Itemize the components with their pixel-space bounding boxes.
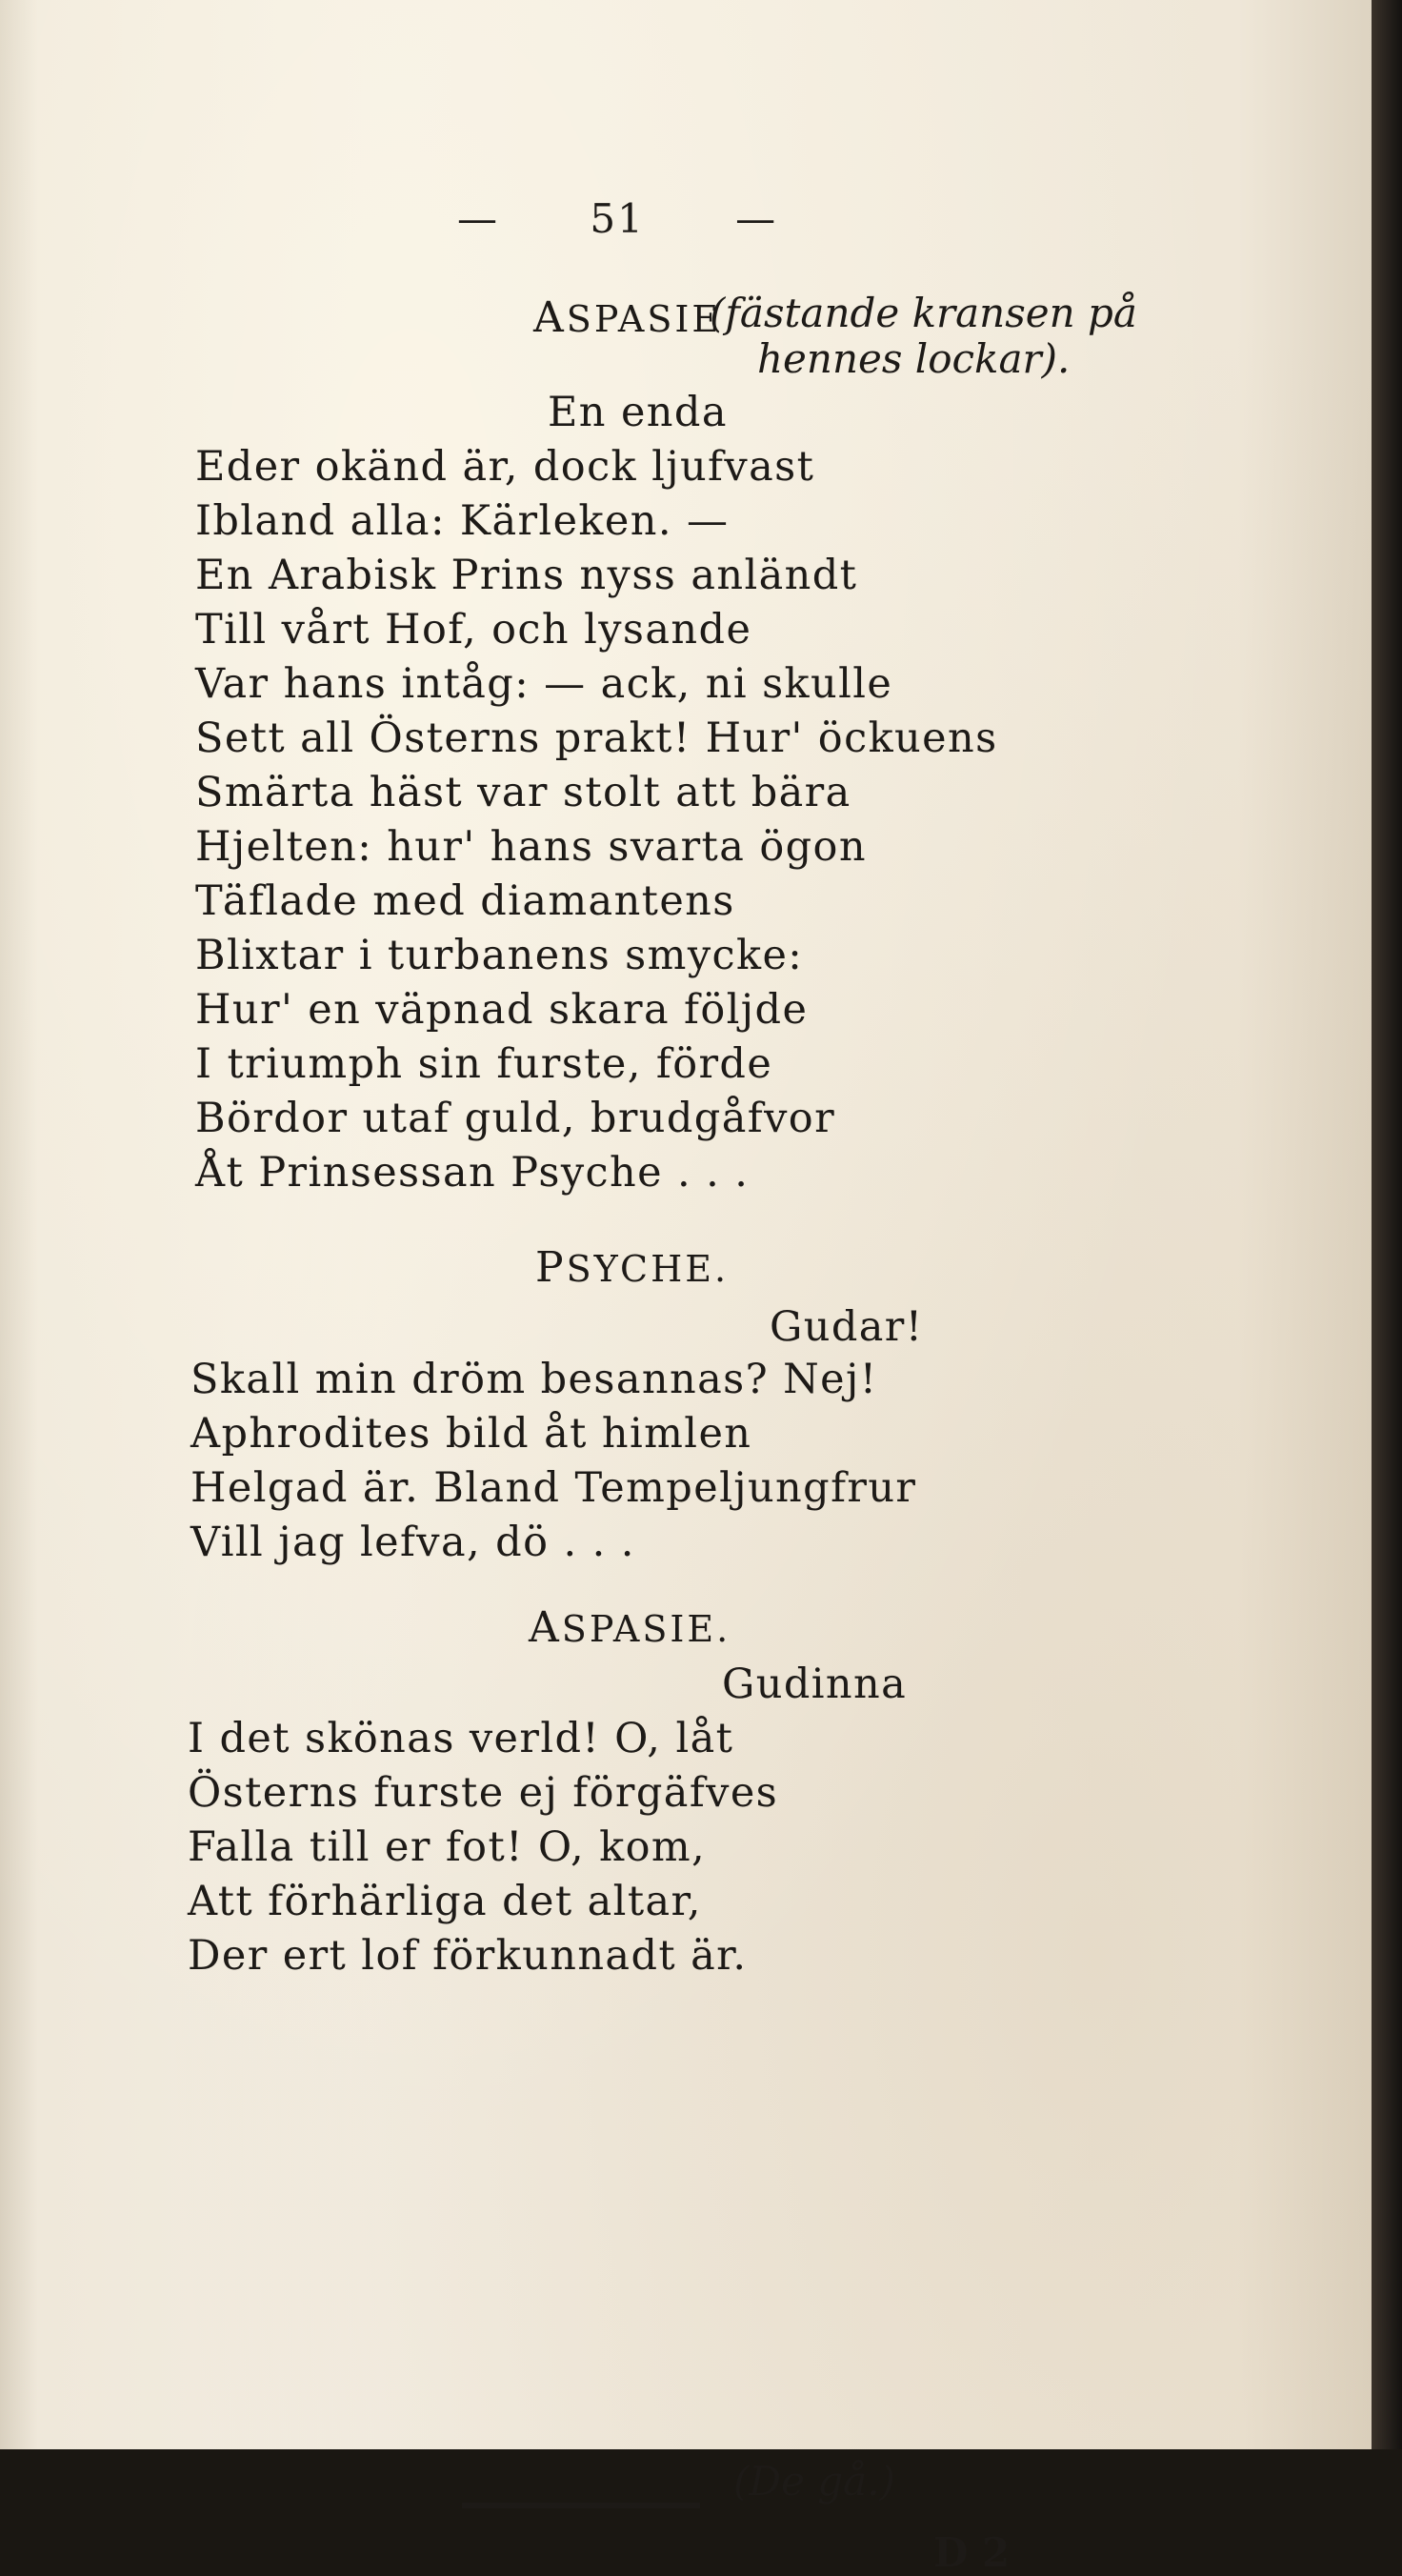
header-dash-left: — xyxy=(457,195,499,242)
verse-line: En Arabisk Prins nyss anländt xyxy=(195,552,858,599)
verse-line: Smärta häst var stolt att bära xyxy=(195,769,851,816)
verse-lead: Gudinna xyxy=(722,1660,908,1708)
speaker-initial: A xyxy=(529,1603,562,1652)
speaker-initial: A xyxy=(533,293,567,342)
verse-line: Der ert lof förkunnadt är. xyxy=(188,1932,748,1980)
stage-direction-line2: hennes lockar). xyxy=(757,335,1071,382)
speaker-psyche xyxy=(535,1243,729,1292)
verse-line: Skall min dröm besannas? Nej! xyxy=(190,1356,878,1403)
verse-block-2 xyxy=(190,1353,916,1570)
verse-line: Blixtar i turbanens smycke: xyxy=(195,932,804,979)
book-edge xyxy=(1372,0,1402,2449)
speaker-rest: SPASIE. xyxy=(561,1608,731,1650)
verse-line: Var hans intåg: — ack, ni skulle xyxy=(195,660,893,708)
verse-line: Vill jag lefva, dö . . . xyxy=(190,1519,635,1566)
speaker-rest: SPASIE xyxy=(566,298,722,340)
verse-line: Åt Prinsessan Psyche . . . xyxy=(195,1149,750,1197)
verse-line: Att förhärliga det altar, xyxy=(188,1878,702,1925)
speaker-initial: P xyxy=(535,1243,567,1292)
speaker-aspasie xyxy=(533,293,721,342)
stage-direction-line1: (fästande kransen på xyxy=(710,290,1137,336)
verse-line: Hur' en väpnad skara följde xyxy=(195,986,809,1034)
verse-line: Täflade med diamantens xyxy=(195,877,735,925)
verse-line: I triumph sin furste, förde xyxy=(195,1040,773,1088)
end-rule xyxy=(462,2503,700,2508)
verse-block-3 xyxy=(188,1712,778,1983)
verse-line: Helgad är. Bland Tempeljungfrur xyxy=(190,1464,917,1512)
page-number: 51 xyxy=(590,195,645,242)
verse-line: Sett all Österns prakt! Hur' öckuens xyxy=(195,714,998,762)
verse-line: Bördor utaf guld, brudgåfvor xyxy=(195,1095,836,1142)
verse-line: Aphrodites bild åt himlen xyxy=(190,1410,752,1458)
verse-line: Till vårt Hof, och lysande xyxy=(195,606,752,654)
running-header xyxy=(457,195,777,242)
verse-block-1 xyxy=(195,440,998,1200)
signature-mark: D 2 xyxy=(933,2529,1011,2576)
verse-line: Eder okänd är, dock ljufvast xyxy=(195,443,815,491)
speaker-rest: SYCHE. xyxy=(566,1248,730,1290)
header-dash-right: — xyxy=(735,195,778,242)
verse-line: Österns furste ej förgäfves xyxy=(188,1769,779,1817)
verse-line: Falla till er fot! O, kom, xyxy=(188,1823,707,1871)
exit-direction: (De gå.) xyxy=(733,2458,895,2505)
verse-lead: Gudar! xyxy=(770,1303,924,1351)
verse-lead: En enda xyxy=(548,389,728,436)
verse-line: Ibland alla: Kärleken. — xyxy=(195,497,730,545)
speaker-aspasie xyxy=(529,1603,731,1652)
verse-line: I det skönas verld! O, låt xyxy=(188,1715,734,1762)
verse-line: Hjelten: hur' hans svarta ögon xyxy=(195,823,867,871)
